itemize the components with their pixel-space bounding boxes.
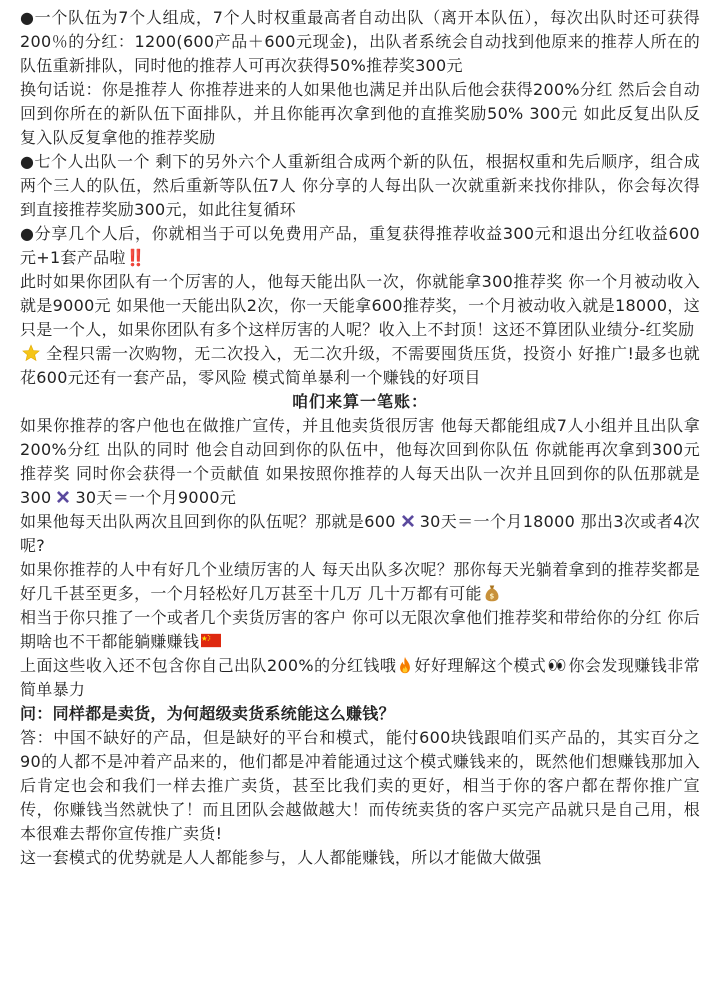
cutoff-line: 这一套模式的优势就是人人都能参与，人人都能赚钱，所以才能做大做强	[20, 848, 542, 866]
paragraph-multiple-people	[20, 558, 700, 606]
one-purchase-text: 全程只需一次购物，无二次投入，无二次升级，不需要囤货压货，投资小 好推广!最多也就花600元还有一套产品，零风险 模式简单暴利一个赚钱的好项目	[20, 344, 700, 387]
paragraph-one-purchase	[20, 342, 700, 390]
paragraph-regroup: ●七个人出队一个 剩下的另外六个人重新组合成两个新的队伍，根据权重和先后顺序，组合成两个三人的队伍，然后重新等队伍7人 你分享的人每出队一次就重新来找你排队，你会每次得到直接推荐奖励300元，如此往复循环	[20, 152, 700, 219]
money-bag-icon	[484, 584, 500, 602]
calculation-twice-text: 如果他每天出队两次且回到你的队伍呢？那就是600	[20, 512, 396, 531]
paragraph-passive-income: 此时如果你团队有一个厉害的人，他每天能出队一次，你就能拿300推荐奖 你一个月被动收入就是9000元 如果他一天能出队2次，你一天能拿600推荐奖，一个月被动收入就是18000，这只是一个人，如果你团队有多个这样厉害的人呢？收入上不封顶！这还不算团队业绩分-红奖励	[20, 272, 700, 339]
paragraph-calculation-daily	[20, 414, 700, 510]
section-title: 咱们来算一笔账：	[291, 392, 428, 411]
question-heading: 问：同样都是卖货，为何超级卖货系统能这么赚钱？	[20, 704, 395, 723]
cross-mark-icon	[399, 512, 417, 530]
china-flag-icon	[201, 633, 221, 648]
svg-text:$: $	[489, 592, 495, 601]
paragraph-lie-down-earn	[20, 606, 700, 654]
paragraph-calculation-twice	[20, 510, 700, 558]
paragraph-extra-income	[20, 654, 700, 702]
lie-down-earn-text: 相当于你只推了一个或者几个卖货厉害的客户 你可以无限次拿他们推荐奖和带给你的分红 你后期啥也不干都能躺赚赚钱	[20, 608, 700, 651]
calculation-daily-result: 30天＝一个月9000元	[75, 488, 237, 507]
calculation-daily-text: 如果你推荐的客户他也在做推广宣传，并且他卖货很厉害 他每天都能组成7人小组并且出队拿200%分红 出队的同时 他会自动回到你的队伍中，他每次回到你队伍 你就能再次拿到300元推荐奖 同时你会获得一个贡献值 如果按照你推荐的人每天出队一次并且回到你的队伍那就是300	[20, 416, 700, 507]
paragraph-in-other-words: 换句话说：你是推荐人 你推荐进来的人如果他也满足并出队后他会获得200%分红 然后会自动回到你所在的新队伍下面排队，并且你能再次拿到他的直推奖励50% 300元 如此反复出队反复入队反复拿他的推荐奖励	[20, 80, 700, 147]
fire-icon	[398, 656, 412, 674]
paragraph-free-product: ●分享几个人后，你就相当于可以免费用产品，重复获得推荐收益300元和退出分红收益600元+1套产品啦‼️	[20, 224, 700, 267]
answer-paragraph: 答：中国不缺好的产品，但是缺好的平台和模式，能付600块钱跟咱们买产品的，其实百分之90的人都不是冲着产品来的，他们都是冲着能通过这个模式赚钱来的，既然他们想赚钱那加入后肯定也会和我们一样去推广卖货，甚至比我们卖的更好，相当于你的客户都在帮你推广宣传，你赚钱当然就快了！而且团队会越做越大！而传统卖货的客户买完产品就只是自己用，根本很难去帮你宣传推广卖货!	[20, 728, 700, 843]
eyes-icon	[548, 658, 566, 672]
star-icon	[22, 344, 40, 362]
multiple-people-text: 如果你推荐的人中有好几个业绩厉害的人 每天出队多次呢？那你每天光躺着拿到的推荐奖都是好几千甚至更多，一个月轻松好几万甚至十几万 几十万都有可能	[20, 560, 700, 603]
extra-income-text-a: 上面这些收入还不包含你自己出队200%的分红钱哦	[20, 656, 397, 675]
calculation-twice-result: 30天＝一个月18000 那出3次或者4次呢?	[20, 512, 700, 555]
cross-mark-icon	[54, 488, 72, 506]
extra-income-text-b: 好好理解这个模式	[414, 656, 547, 675]
extra-income-text-c: 你会发现赚钱非常简单暴力	[20, 656, 700, 699]
paragraph-team-rule: ●一个队伍为7个人组成，7个人时权重最高者自动出队（离开本队伍），每次出队时还可获得200％的分红：1200(600产品＋600元现金)，出队者系统会自动找到他原来的推荐人所在的队伍重新排队，同时他的推荐人可再次获得50%推荐奖300元	[20, 8, 700, 75]
